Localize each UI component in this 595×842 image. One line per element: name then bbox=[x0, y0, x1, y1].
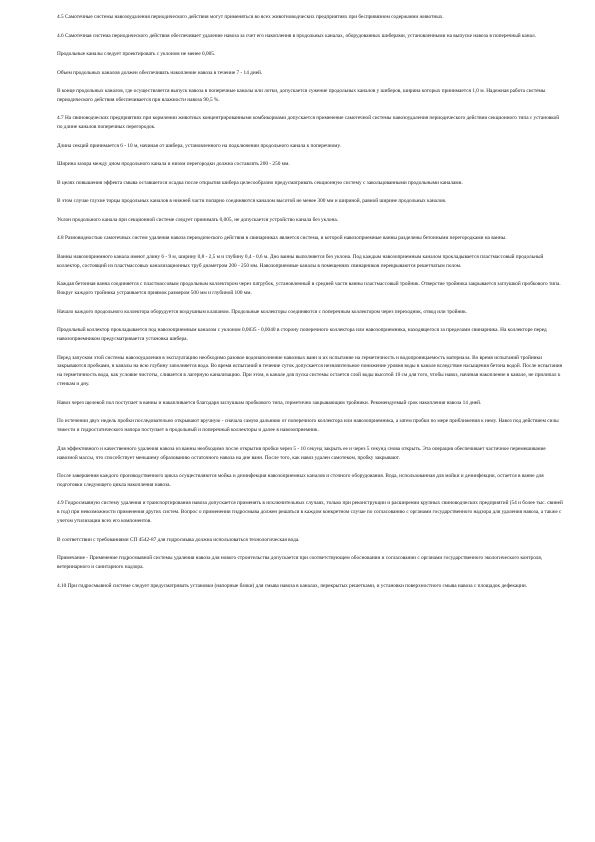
paragraph-volume: Объем продольных каналов должен обеспечивать накопление навоза в течение 7 - 14 дней. bbox=[57, 69, 263, 76]
paragraph-commissioning: Перед запуском этой системы навозоудаления в эксплуатацию необходимо разовое водонаполнение навозных ванн и их испытание на герметичность и водопроницаемость материала. Во время испытаний тройники закрываются пробками, в каналы на всю глубину заполняется вода. Во время испытаний в течение суток допускается незначительное понижение уровня воды в канале вследствие насыщения бетона водой. После испытания на герметичность вода, как условие чистоты, сливается в лагерную канализацию. При этом, в канале для пуска системы остается слой воды высотой 10 см для того, чтобы навоз, начиная накопление в канале, не прилипал к стенкам и дну. bbox=[57, 354, 563, 388]
paragraph-efficient-removal: Для эффективного и качественного удаления навоза из ванны необходимо после открытия пробки через 5 - 10 секунд закрыть ее и через 5 секунд снова открыть. Эта операция обеспечивает частичное перемешивание навозной массы, что способствует меньшему образованию остаточного навоза на дне ванн. После того, как навоз удален самотеком, пробку закрывают. bbox=[57, 445, 546, 461]
paragraph-air-valve: Начало каждого продольного коллектора оборудуется воздушным клапаном. Продольные коллекторы соединяются с поперечным коллектором через переходник, отвод или тройник. bbox=[57, 308, 468, 315]
paragraph-cleaning: После завершения каждого производственного цикла осуществляются мойка и дезинфекция навозоприемных каналов и сточного оборудования. Вода, использованная для мойки и дезинфекции, остается в ванне для подготовки следующего цикла накопления навоза. bbox=[57, 473, 544, 488]
paragraph-gap-width: Ширина зазора между дном продольного канала и низом перегородки должна составлять 200 - 250 мм. bbox=[57, 161, 290, 168]
paragraph-looped-channels: В целях повышения эффекта смыва оставшегося осадка после открытия шибера целесообразно предусматривать секционную систему с закольцованными продольными каналами. bbox=[57, 179, 463, 186]
paragraph-concrete-bath: Каждая бетонная ванна соединяется с пластмассовым продольным коллектором через патрубок, установленный в средней части ванны пластмассовый тройник. Отверстие тройника закрывается заглушкой пробкового типа. Вокруг каждого тройника устраивается приямок размером 500 мм и глубиной 100 мм. bbox=[57, 281, 561, 297]
paragraph-sp-requirements: В соответствии с требованиями СП 4542-87 для гидросмыва должна использоваться технологическая вода. bbox=[57, 536, 300, 543]
paragraph-plug-opening: По истечении двух недель пробки последовательно открывают вручную - сначала самую дальнюю от поперечного коллектора или навозоприемника, а затем пробки по мере приближения к нему. Навоз под действием силы тяжести и гидростатического напора поступает в продольный и поперечный коллекторы и далее в навозоприемник. bbox=[57, 418, 559, 434]
paragraph-collector: Продольный коллектор прокладывается под навозоприемным каналом с уклоном 0,0035 - 0,0040 в сторону поперечного коллектора или навозоприемника, находящегося за пределами свинарника. На коллекторе перед навозоприемником предусматривается установка шибера. bbox=[57, 327, 547, 343]
paragraph-gates: В конце продольных каналов, где осуществляется выпуск навоза в поперечные каналы или лотки, допускается сужение продольных каналов у шиберов, ширина которых принимается 1,0 м. Надежная работа системы периодического действия обеспечивается при влажности навоза 90,5 %. bbox=[57, 88, 546, 103]
paragraph-4-6: 4.6 Самотечная система периодического действия обеспечивает удаление навоза за счет его накопления в продольных каналах, оборудованных шиберами, установленными на выпуске навоза в поперечный канал. bbox=[57, 32, 536, 39]
paragraph-4-5: 4.5 Самотечные системы навозоудаления периодического действия могут применяться во всех животноводческих предприятиях при беспривязном содержании животных. bbox=[57, 14, 444, 20]
paragraph-4-10: 4.10 При гидросмывной системе следует предусматривать установки (напорные бачки) для смыва навоза в каналах, перекрытых решетками, и установки поверхностного смыва навоза с площадок дефекации. bbox=[57, 582, 528, 589]
paragraph-slope: Продольные каналы следует проектировать с уклоном не менее 0,005. bbox=[57, 51, 216, 57]
paragraph-note: Примечание - Применение гидросмывной системы удаления навоза для нового строительства допускается при соответствующем обосновании и согласовании с органами государственного экологического контроля, ветеринарного и санитарного надзора. bbox=[57, 555, 543, 571]
paragraph-section-length: Длина секций принимается 6 - 10 м, начиная от шибера, установленного на подключении продольного канала к поперечному. bbox=[57, 142, 341, 149]
paragraph-4-8: 4.8 Разновидностью самотечных систем удаления навоза периодического действия в свинарниках является система, в которой навозоприемные ванны разделены бетонными перегородками на ванны. bbox=[57, 235, 507, 242]
paragraph-bath-dimensions: Ванны навозоприемного канала имеют длину 6 - 9 м, ширину 0,8 - 2,5 м и глубину 0,4 - 0,6 м. Дно ванны выполняется без уклона. Под каждым навозоприемным каналом прокладывается пластмассовый продольный коллектор, состоящий из пластмассовых канализационных труб диаметром 200 - 250 мм. Навозоприемные каналы в помещениях свинарников перекрываются решетчатым полом. bbox=[57, 253, 544, 269]
paragraph-section-slope: Уклон продольного канала при секционной системе следует принимать 0,005, не допускается устройство канала без уклона. bbox=[57, 216, 339, 223]
paragraph-4-7: 4.7 На свиноводческих предприятиях при кормлении животных концентрированными комбикормами допускается применение самотечной системы навозоудаления периодического действия секционного типа с установкой по длине каналов поперечных перегородок. bbox=[57, 115, 560, 131]
paragraph-accumulation: Навоз через щелевой пол поступает в ванны и накапливается благодаря заглушкам пробкового типа, герметично закрывающим тройники. Рекомендуемый срок накопления навоза 14 дней. bbox=[57, 399, 482, 406]
paragraph-4-9: 4.9 Гидросмывную систему удаления и транспортирования навоза допускается применять в исключительных случаях, только при реконструкции и расширении крупных свиноводческих предприятий (54 и более тыс. свиней в год) при невозможности применения других систем. Вопрос о применении гидросмыва должен решаться в каждом конкретном случае по согласованию с органами государственного надзора для удаления навоза, а также с учетом утилизации всех его компонентов. bbox=[57, 500, 563, 525]
paragraph-channel-ends: В этом случае глухие торцы продольных каналов в нижней части попарно соединяются каналом высотой не менее 300 мм и шириной, равной ширине продольных каналов. bbox=[57, 198, 447, 205]
